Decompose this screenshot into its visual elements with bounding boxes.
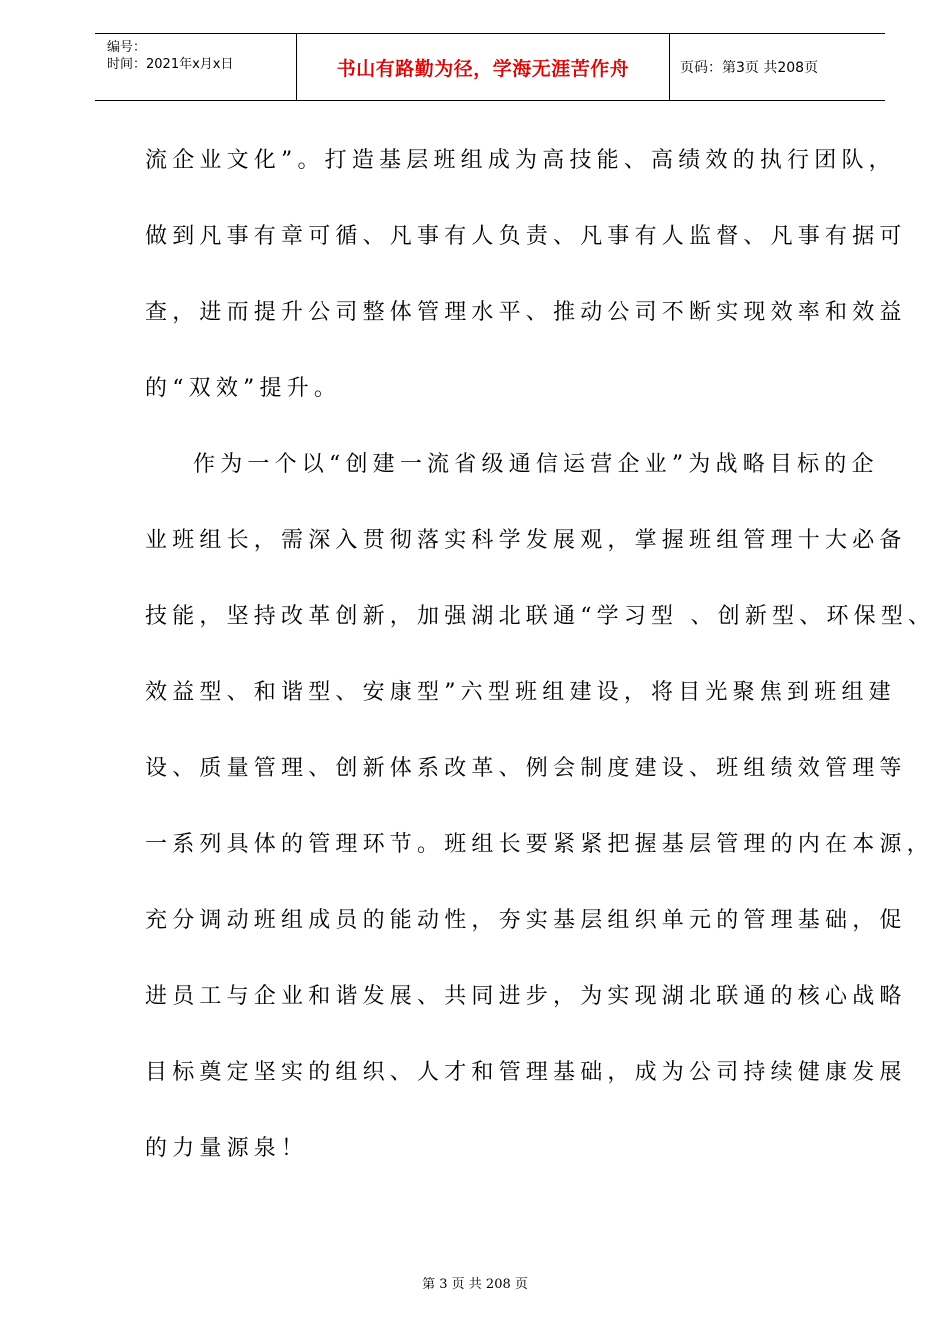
body-line: 的力量源泉！ xyxy=(145,1136,309,1161)
body-line: 技能，坚持改革创新，加强湖北联通“学习型 、创新型、环保型、 xyxy=(145,604,936,629)
header-page-code: 页码：第3页 共208页 xyxy=(680,60,819,76)
body-line: 查，进而提升公司整体管理水平、推动公司不断实现效率和效益 xyxy=(145,300,907,325)
body-line: 设、质量管理、创新体系改革、例会制度建设、班组绩效管理等 xyxy=(145,756,907,781)
body-line: 一系列具体的管理环节。班组长要紧紧把握基层管理的内在本源， xyxy=(145,832,934,857)
body-line-paragraph-start: 作为一个以“创建一流省级通信运营企业”为战略目标的企 xyxy=(193,452,879,477)
footer-page-number: 第 3 页 共 208 页 xyxy=(422,1277,528,1292)
body-line: 进员工与企业和谐发展、共同进步，为实现湖北联通的核心战略 xyxy=(145,984,907,1009)
body-line: 充分调动班组成员的能动性，夯实基层组织单元的管理基础，促 xyxy=(145,908,907,933)
body-line: 效益型、和谐型、安康型”六型班组建设，将目光聚焦到班组建 xyxy=(145,680,896,705)
body-line: 做到凡事有章可循、凡事有人负责、凡事有人监督、凡事有据可 xyxy=(145,224,907,249)
document-number-label: 编号： xyxy=(107,40,147,55)
header-motto: 书山有路勤为径，学海无涯苦作舟 xyxy=(297,34,670,100)
page-footer xyxy=(0,1273,950,1292)
body-line: 的“双效”提升。 xyxy=(145,376,342,401)
body-line: 业班组长，需深入贯彻落实科学发展观，掌握班组管理十大必备 xyxy=(145,528,907,553)
document-time-label: 时间：2021年x月x日 xyxy=(107,57,234,72)
body-line: 目标奠定坚实的组织、人才和管理基础，成为公司持续健康发展 xyxy=(145,1060,907,1085)
body-line: 流企业文化”。打造基层班组成为高技能、高绩效的执行团队， xyxy=(145,148,896,173)
header-meta xyxy=(95,34,297,100)
document-body xyxy=(145,136,936,1200)
page-header xyxy=(95,33,885,101)
